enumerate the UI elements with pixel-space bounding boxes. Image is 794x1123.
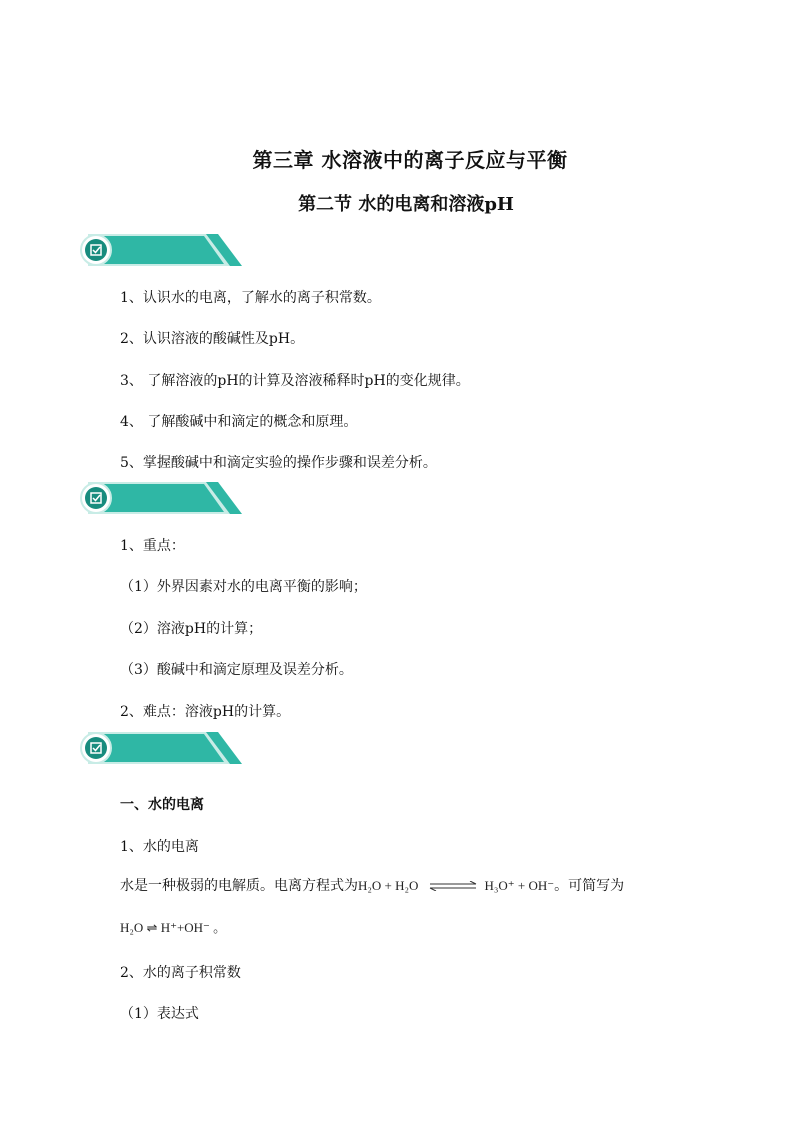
content-sub2-item1: （1）表达式 xyxy=(120,1006,199,1022)
banner-graphic xyxy=(78,230,244,270)
objective-3: 3、 了解溶液的pH的计算及溶液稀释时pH的变化规律。 xyxy=(120,373,470,389)
banner-graphic xyxy=(78,478,244,518)
equilibrium-arrow-icon xyxy=(428,881,478,891)
equation-right: H₃O⁺ + OH⁻ xyxy=(484,878,555,893)
objective-1: 1、认识水的电离，了解水的离子积常数。 xyxy=(120,290,381,306)
key-point-1: （1）外界因素对水的电离平衡的影响； xyxy=(120,579,367,595)
banner-graphic xyxy=(78,728,244,768)
key-points-heading: 1、重点： xyxy=(120,538,185,554)
content-sub1: 1、水的电离 xyxy=(120,839,199,855)
key-point-2: （2）溶液pH的计算； xyxy=(120,621,263,637)
ionization-paragraph xyxy=(120,875,624,895)
section-banner-key-points xyxy=(78,478,244,518)
difficulty: 2、难点：溶液pH的计算。 xyxy=(120,704,291,720)
section-banner-content xyxy=(78,728,244,768)
key-point-3: （3）酸碱中和滴定原理及误差分析。 xyxy=(120,662,353,678)
paragraph-prefix: 水是一种极弱的电解质。电离方程式为 xyxy=(120,878,358,894)
paragraph-suffix: 。可简写为 xyxy=(554,878,625,894)
content-sub2: 2、水的离子积常数 xyxy=(120,965,241,981)
section-title: 第二节 水的电离和溶液pH xyxy=(298,194,514,215)
objective-4: 4、 了解酸碱中和滴定的概念和原理。 xyxy=(120,414,358,430)
simplified-equation: H₂O ⇌ H⁺+OH⁻ 。 xyxy=(120,920,227,935)
objective-5: 5、掌握酸碱中和滴定实验的操作步骤和误差分析。 xyxy=(120,455,437,471)
equation-left: H₂O + H₂O xyxy=(358,878,419,893)
chapter-title: 第三章 水溶液中的离子反应与平衡 xyxy=(252,148,568,172)
section-banner-objectives xyxy=(78,230,244,270)
content-section-heading: 一、水的电离 xyxy=(120,797,204,813)
objective-2: 2、认识溶液的酸碱性及pH。 xyxy=(120,331,305,347)
